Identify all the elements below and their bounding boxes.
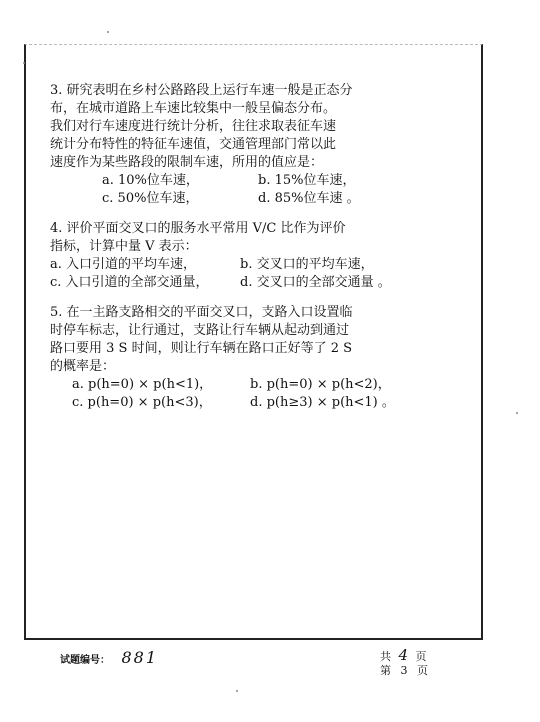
option-b: b. 15%位车速， xyxy=(258,173,356,188)
question-5 xyxy=(50,304,450,412)
option-a: a. 10%位车速， xyxy=(102,173,199,188)
exam-code-value: 881 xyxy=(121,648,159,667)
options-list xyxy=(50,376,450,412)
options-list xyxy=(50,256,450,292)
option-d: d. 85%位车速 。 xyxy=(258,191,360,206)
scan-speck xyxy=(516,412,518,414)
question-4 xyxy=(50,220,450,292)
exam-content xyxy=(50,82,450,424)
question-3 xyxy=(50,82,450,208)
option-b: b. p(h=0) × p(h<2)， xyxy=(250,377,391,392)
option-d: d. 交叉口的全部交通量 。 xyxy=(240,275,391,290)
scan-speck xyxy=(107,31,109,33)
question-text-line: 我们对行车速度进行统计分析，往往求取表征车速 xyxy=(50,119,337,134)
exam-code-label: 试题编号： xyxy=(60,655,110,666)
page-counter xyxy=(380,648,428,678)
question-text-line: 5. 在一主路支路相交的平面交叉口，支路入口设置临 xyxy=(50,305,353,320)
total-pages: 4 xyxy=(398,646,409,664)
current-label: 第 xyxy=(380,664,391,677)
options-list xyxy=(50,172,450,208)
question-text-line: 速度作为某些路段的限制车速，所用的值应是： xyxy=(50,155,324,170)
question-text-line: 时停车标志，让行通过，支路让行车辆从起动到通过 xyxy=(50,323,350,338)
question-text-line: 布，在城市道路上车速比较集中一般呈偏态分布。 xyxy=(50,101,337,116)
question-text-line: 路口要用 3 S 时间，则让行车辆在路口正好等了 2 S xyxy=(50,341,353,356)
current-page: 3 xyxy=(400,664,408,677)
option-c: c. 50%位车速， xyxy=(102,191,199,206)
question-text-line: 4. 评价平面交叉口的服务水平常用 V/C 比作为评价 xyxy=(50,221,346,236)
total-unit: 页 xyxy=(415,650,427,663)
exam-code xyxy=(60,648,158,667)
option-a: a. p(h=0) × p(h<1)， xyxy=(72,377,213,392)
option-a: a. 入口引道的平均车速， xyxy=(50,257,197,272)
option-d: d. p(h≥3) × p(h<1) 。 xyxy=(250,395,395,410)
option-c: c. 入口引道的全部交通量， xyxy=(50,275,209,290)
question-text-line: 统计分布特性的特征车速值，交通管理部门常以此 xyxy=(50,137,337,152)
question-text-line: 指标，计算中量 V 表示： xyxy=(50,239,198,254)
current-unit: 页 xyxy=(417,664,428,677)
option-b: b. 交叉口的平均车速， xyxy=(240,257,374,272)
scan-speck xyxy=(23,62,25,64)
question-text-line: 3. 研究表明在乡村公路路段上运行车速一般是正态分 xyxy=(50,83,353,98)
option-c: c. p(h=0) × p(h<3)， xyxy=(72,395,212,410)
scan-speck xyxy=(236,690,238,692)
total-label: 共 xyxy=(380,650,391,663)
question-text-line: 的概率是： xyxy=(50,359,116,374)
